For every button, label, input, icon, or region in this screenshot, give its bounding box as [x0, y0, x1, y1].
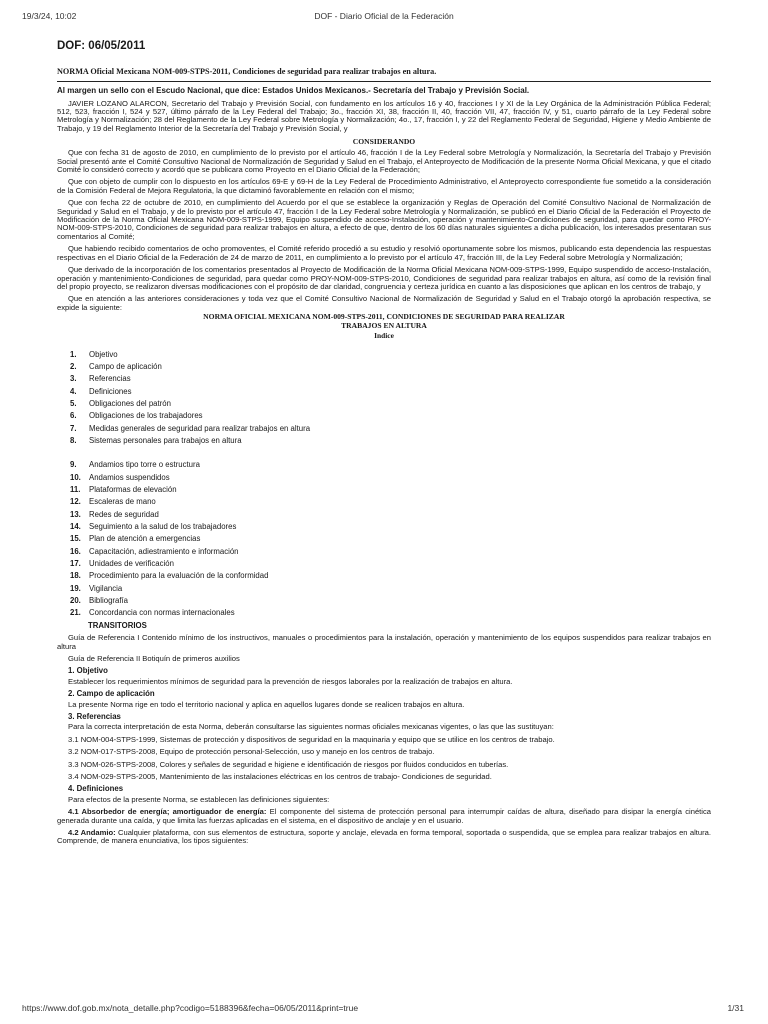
index-label: Obligaciones del patrón [89, 398, 171, 408]
index-label: Medidas generales de seguridad para realizar trabajos en altura [89, 423, 311, 433]
paragraph: Que derivado de la incorporación de los comentarios presentados al Proyecto de Modificación de la Norma Oficial Mexicana NOM-009-STPS-1999, Equipo suspendido de acceso-Instalación, operación y mantenimiento-Condiciones de seguridad, para quedar como PROY-NOM-009-STPS-2010, Condiciones de seguridad para realizar trabajos en altura, así como de la revisión final del propio proyecto, se realizaron diversas modificaciones con el propósito de dar claridad, congruencia y certeza jurídica en cuanto a las disposiciones que aplican en los centros de trabajo, y [57, 265, 711, 291]
definition-text: El componente del sistema de protección personal para interrumpir caídas de altura, diseñado para disipar la energía cinética generada durante una caída, y que limita las fuerzas aplicadas en el sistema, en el dispositivo de anclaje y en el usuario. [57, 807, 711, 825]
index-item [57, 609, 711, 621]
considerando-heading: CONSIDERANDO [352, 137, 416, 147]
index-number: 14. [70, 522, 81, 532]
index-number: 2. [70, 361, 77, 371]
definition-text: Cualquier plataforma, con sus elementos de estructura, soporte y anclaje, elevada en forma temporal, soportada o suspendida, que se emplea para realizar trabajos en altura. Comprende, de manera enunciativa, los tipos siguientes: [57, 828, 711, 846]
browser-print-footer [0, 1003, 768, 1017]
index-number: 19. [70, 583, 81, 593]
transitorios-heading: TRANSITORIOS [88, 620, 147, 630]
index-number: 21. [70, 608, 81, 618]
section-text: Establecer los requerimientos mínimos de seguridad para la prevención de riesgos laborales por la realización de trabajos en altura. [68, 676, 513, 686]
norm-heading [57, 312, 711, 330]
divider [57, 81, 711, 82]
index-list [57, 461, 711, 621]
index-label: Procedimiento para la evaluación de la conformidad [89, 571, 269, 581]
reference-number: 3.2 [68, 747, 79, 757]
index-label: Seguimiento a la salud de los trabajadores [89, 522, 237, 532]
index-item [57, 437, 711, 449]
index-item [57, 363, 711, 375]
index-number: 13. [70, 509, 81, 519]
reference-text: NOM-017-STPS-2008, Equipo de protección personal-Selección, uso y manejo en los centros de trabajo. [80, 747, 435, 757]
index-item [57, 498, 711, 510]
section-heading: 4. Definiciones [68, 784, 124, 794]
index-label: Sistemas personales para trabajos en altura [89, 435, 242, 445]
index-number: 17. [70, 559, 81, 569]
index-number: 9. [70, 460, 77, 470]
index-item [57, 585, 711, 597]
index-label: Concordancia con normas internacionales [89, 608, 235, 618]
paragraph: Que en atención a las anteriores consideraciones y toda vez que el Comité Consultivo Nacional de Normalización de Seguridad y Salud en el Trabajo otorgó la aprobación respectiva, se expide la siguiente: [57, 294, 711, 312]
index-label: Campo de aplicación [89, 361, 162, 371]
dof-date: DOF: 06/05/2011 [57, 40, 146, 52]
index-label: Definiciones [89, 386, 132, 396]
reference-text: NOM-026-STPS-2008, Colores y señales de seguridad e higiene e identificación de riesgos por fluidos conducidos en tuberías. [80, 759, 509, 769]
guide-reference: Guía de Referencia II Botiquín de primeros auxilios [68, 653, 240, 663]
margin-note: Al margen un sello con el Escudo Nacional, que dice: Estados Unidos Mexicanos.- Secretaría del Trabajo y Previsión Social. [57, 86, 530, 96]
page-url[interactable]: https://www.dof.gob.mx/nota_detalle.php?codigo=5188396&fecha=06/05/2011&print=true [22, 1003, 359, 1013]
section-heading: 3. Referencias [68, 712, 121, 722]
index-label: Referencias [89, 374, 131, 384]
index-heading: Indice [374, 331, 394, 341]
index-label: Redes de seguridad [89, 509, 159, 519]
reference-number: 3.3 [68, 759, 79, 769]
intro-paragraph: JAVIER LOZANO ALARCON, Secretario del Trabajo y Previsión Social, con fundamento en los artículos 16 y 40, fracciones I y XI de la Ley Orgánica de la Administración Pública Federal; 512, 523, fracción I, 524 y 527, último párrafo de la Ley Federal del Trabajo; 3o., fracción XI, 38, fracción II, 40, fracción VII, 47, fracción IV, y 51, cuarto párrafo de la Ley Federal sobre Metrología y Normalización; 28 del Reglamento de la Ley Federal sobre Metrología y Normalización; 4o., 17, fracción I, y 22 del Reglamento Federal de Seguridad, Higiene y Medio Ambiente de Trabajo, y 19 del Reglamento Interior de la Secretaría del Trabajo y Previsión Social, y [57, 98, 711, 133]
index-label: Obligaciones de los trabajadores [89, 411, 203, 421]
index-item [57, 375, 711, 387]
index-number: 15. [70, 534, 81, 544]
section-heading: 2. Campo de aplicación [68, 689, 155, 699]
index-item [57, 412, 711, 424]
reference-item [57, 736, 711, 744]
reference-text: NOM-004-STPS-1999, Sistemas de protección y dispositivos de seguridad en la maquinaria y equipo que se utilice en los centros de trabajo. [80, 734, 555, 744]
reference-item [57, 773, 711, 781]
index-number: 8. [70, 435, 77, 445]
reference-text: NOM-029-STPS-2005, Mantenimiento de las instalaciones eléctricas en los centros de trabajo- Condiciones de seguridad. [80, 772, 492, 782]
paragraph: Que con fecha 22 de octubre de 2010, en cumplimiento del Acuerdo por el que se establece la organización y Reglas de Operación del Comité Consultivo Nacional de Normalización de Seguridad y Salud en el Trabajo, y de lo previsto por el artículo 47, fracción I de la Ley Federal sobre Metrología y Normalización, se publicó en el Diario Oficial de la Federación el Proyecto de Modificación de la Norma Oficial Mexicana NOM-009-STPS-1999, Equipo suspendido de acceso-Instalación, operación y mantenimiento-Condiciones de seguridad, para quedar como PROY-NOM-009-STPS-2010, Condiciones de seguridad para realizar trabajos en altura, a efecto de que, dentro de los 60 días naturales siguientes a dicha publicación, los interesados presentaran sus comentarios al Comité; [57, 198, 711, 241]
norm-heading-line-1: NORMA OFICIAL MEXICANA NOM-009-STPS-2011, CONDICIONES DE SEGURIDAD PARA REALIZAR [203, 312, 565, 322]
paragraph: Que con fecha 31 de agosto de 2010, en cumplimiento de lo previsto por el artículo 46, fracción I de la Ley Federal sobre Metrología y Normalización, la Secretaría del Trabajo y Previsión Social presentó ante el Comité Consultivo Nacional de Normalización de Seguridad y Salud en el Trabajo, el Anteproyecto de Modificación de la presente Norma Oficial Mexicana, y que el citado Comité lo consideró correcto y acordó que se publicara como Proyecto en el Diario Oficial de la Federación; [57, 148, 711, 175]
index-number: 11. [70, 484, 81, 494]
reference-number: 3.1 [68, 734, 79, 744]
index-number: 6. [70, 411, 77, 421]
index-number: 12. [70, 497, 81, 507]
index-label: Objetivo [89, 349, 118, 359]
index-label: Capacitación, adiestramiento e información [89, 546, 239, 556]
index-item [57, 461, 711, 473]
paragraph: Que habiendo recibido comentarios de ocho promoventes, el Comité referido procedió a su estudio y resolvió oportunamente sobre los mismos, publicando esta dependencia las respuestas respectivas en el Diario Oficial de la Federación de 24 de marzo de 2011, en cumplimiento a lo previsto por el artículo 47, fracción III, de la Ley Federal sobre Metrología y Normalización; [57, 244, 711, 262]
document-body [57, 30, 711, 850]
definition-term: 4.2 Andamio: [68, 828, 116, 838]
index-label: Vigilancia [89, 583, 123, 593]
index-label: Plataformas de elevación [89, 484, 177, 494]
reference-item [57, 761, 711, 769]
index-list [57, 351, 711, 450]
section-text: Para efectos de la presente Norma, se establecen las definiciones siguientes: [68, 794, 330, 804]
index-number: 1. [70, 349, 77, 359]
section-heading: 1. Objetivo [68, 666, 108, 676]
index-number: 16. [70, 546, 81, 556]
browser-print-header [0, 0, 768, 26]
page-title: DOF - Diario Oficial de la Federación [314, 11, 454, 21]
norm-heading-line-2: TRABAJOS EN ALTURA [341, 321, 427, 331]
index-number: 18. [70, 571, 81, 581]
print-timestamp: 19/3/24, 10:02 [22, 11, 77, 21]
page-number: 1/31 [727, 1003, 744, 1013]
index-number: 10. [70, 472, 81, 482]
reference-number: 3.4 [68, 772, 79, 782]
index-number: 7. [70, 423, 77, 433]
reference-list [57, 736, 711, 782]
index-number: 4. [70, 386, 77, 396]
norm-title: NORMA Oficial Mexicana NOM-009-STPS-2011, Condiciones de seguridad para realizar trabajos en altura. [57, 67, 437, 77]
reference-item [57, 748, 711, 756]
index-item [57, 572, 711, 584]
index-label: Escaleras de mano [89, 497, 156, 507]
index-label: Bibliografía [89, 596, 129, 606]
guide-reference: Guía de Referencia I Contenido mínimo de los instructivos, manuales o procedimientos para la instalación, operación y mantenimiento de los equipos suspendidos para realizar trabajos en altura [57, 633, 711, 651]
index-item [57, 535, 711, 547]
index-label: Andamios suspendidos [89, 472, 170, 482]
index-number: 20. [70, 596, 81, 606]
index-label: Andamios tipo torre o estructura [89, 460, 200, 470]
definition [57, 829, 711, 846]
section-text: Para la correcta interpretación de esta Norma, deberán consultarse las siguientes normas oficiales mexicanas vigentes, o las que las sustituyan: [68, 722, 554, 732]
paragraph: Que con objeto de cumplir con lo dispuesto en los artículos 69-E y 69-H de la Ley Federal de Procedimiento Administrativo, el Anteproyecto correspondiente fue sometido a la consideración de la Comisión Federal de Mejora Regulatoria, la que dictaminó favorablemente en relación con el mismo; [57, 177, 711, 195]
index-number: 3. [70, 374, 77, 384]
definition [57, 808, 711, 825]
definition-term: 4.1 Absorbedor de energía; amortiguador de energía: [68, 807, 267, 817]
index-label: Unidades de verificación [89, 559, 174, 569]
section-text: La presente Norma rige en todo el territorio nacional y aplica en aquellos lugares donde se realicen trabajos en altura. [68, 699, 465, 709]
index-label: Plan de atención a emergencias [89, 534, 201, 544]
index-number: 5. [70, 398, 77, 408]
